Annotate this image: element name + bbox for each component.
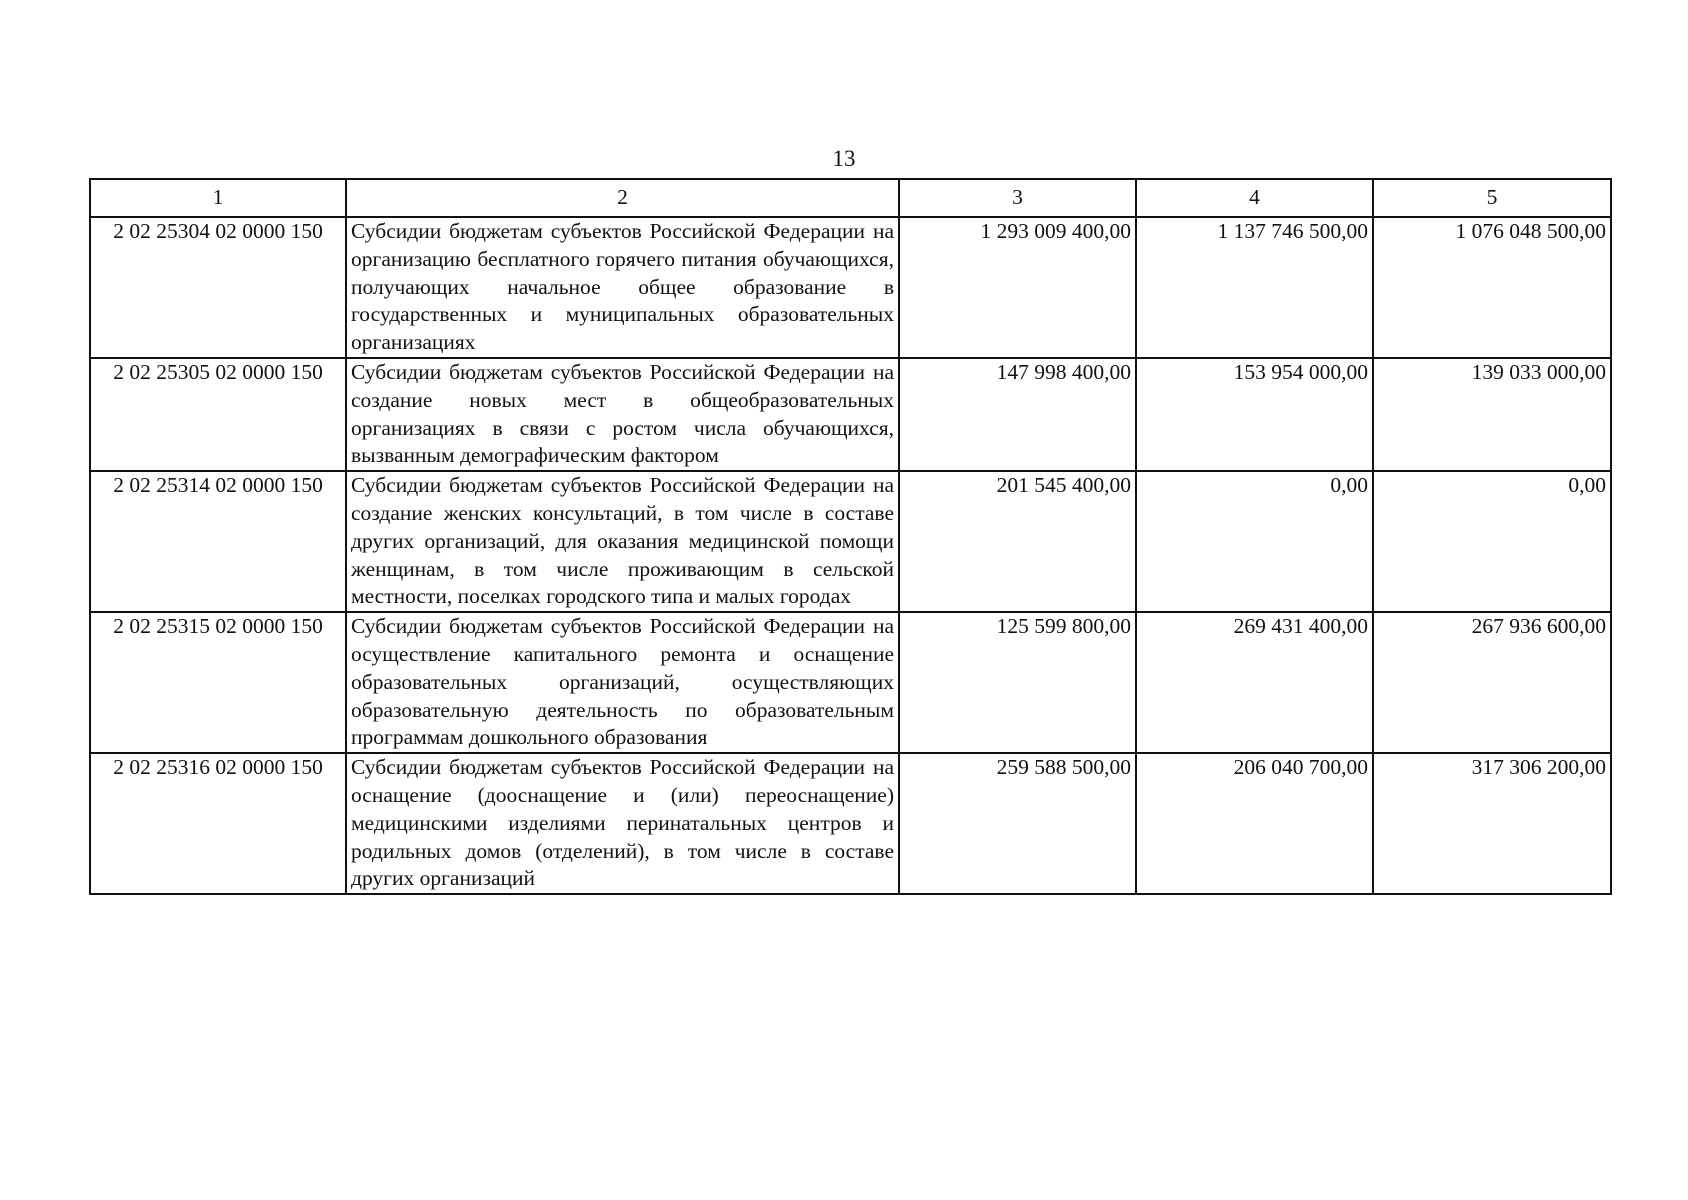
row-col5-amount: 0,00 xyxy=(1373,471,1611,612)
row-col4-amount: 1 137 746 500,00 xyxy=(1136,217,1373,358)
row-description: Субсидии бюджетам субъектов Российской Федерации на оснащение (дооснащение и (или) переоснащение) медицинскими изделиями перинатальных центров и родильных домов (отделений), в том числе в составе других организаций xyxy=(346,753,899,894)
row-code: 2 02 25304 02 0000 150 xyxy=(90,217,346,358)
header-col-4: 4 xyxy=(1136,179,1373,217)
table-row xyxy=(90,612,1611,753)
row-col5-amount: 1 076 048 500,00 xyxy=(1373,217,1611,358)
row-code: 2 02 25314 02 0000 150 xyxy=(90,471,346,612)
table-row xyxy=(90,217,1611,358)
table-row xyxy=(90,358,1611,471)
row-col4-amount: 269 431 400,00 xyxy=(1136,612,1373,753)
row-code: 2 02 25316 02 0000 150 xyxy=(90,753,346,894)
table-body xyxy=(90,217,1611,894)
row-col5-amount: 267 936 600,00 xyxy=(1373,612,1611,753)
row-col5-amount: 139 033 000,00 xyxy=(1373,358,1611,471)
row-code: 2 02 25315 02 0000 150 xyxy=(90,612,346,753)
table-row xyxy=(90,471,1611,612)
row-col3-amount: 259 588 500,00 xyxy=(899,753,1136,894)
row-col5-amount: 317 306 200,00 xyxy=(1373,753,1611,894)
header-col-2: 2 xyxy=(346,179,899,217)
row-col3-amount: 201 545 400,00 xyxy=(899,471,1136,612)
header-col-1: 1 xyxy=(90,179,346,217)
header-col-3: 3 xyxy=(899,179,1136,217)
row-description: Субсидии бюджетам субъектов Российской Федерации на осуществление капитального ремонта и оснащение образовательных организаций, осуществляющих образовательную деятельность по образовательным программам дошкольного образования xyxy=(346,612,899,753)
row-description: Субсидии бюджетам субъектов Российской Федерации на организацию бесплатного горячего питания обучающихся, получающих начальное общее образование в государственных и муниципальных образовательных организациях xyxy=(346,217,899,358)
table-header xyxy=(90,179,1611,217)
row-col3-amount: 1 293 009 400,00 xyxy=(899,217,1136,358)
row-description: Субсидии бюджетам субъектов Российской Федерации на создание женских консультаций, в том числе в составе других организаций, для оказания медицинской помощи женщинам, в том числе проживающим в сельской местности, поселках городского типа и малых городах xyxy=(346,471,899,612)
row-col4-amount: 153 954 000,00 xyxy=(1136,358,1373,471)
page-number: 13 xyxy=(832,146,856,171)
budget-table xyxy=(89,178,1612,895)
row-col4-amount: 0,00 xyxy=(1136,471,1373,612)
header-col-5: 5 xyxy=(1373,179,1611,217)
row-code: 2 02 25305 02 0000 150 xyxy=(90,358,346,471)
table-row xyxy=(90,753,1611,894)
row-description: Субсидии бюджетам субъектов Российской Федерации на создание новых мест в общеобразовательных организациях в связи с ростом числа обучающихся, вызванным демографическим фактором xyxy=(346,358,899,471)
header-row xyxy=(90,179,1611,217)
row-col4-amount: 206 040 700,00 xyxy=(1136,753,1373,894)
row-col3-amount: 125 599 800,00 xyxy=(899,612,1136,753)
row-col3-amount: 147 998 400,00 xyxy=(899,358,1136,471)
